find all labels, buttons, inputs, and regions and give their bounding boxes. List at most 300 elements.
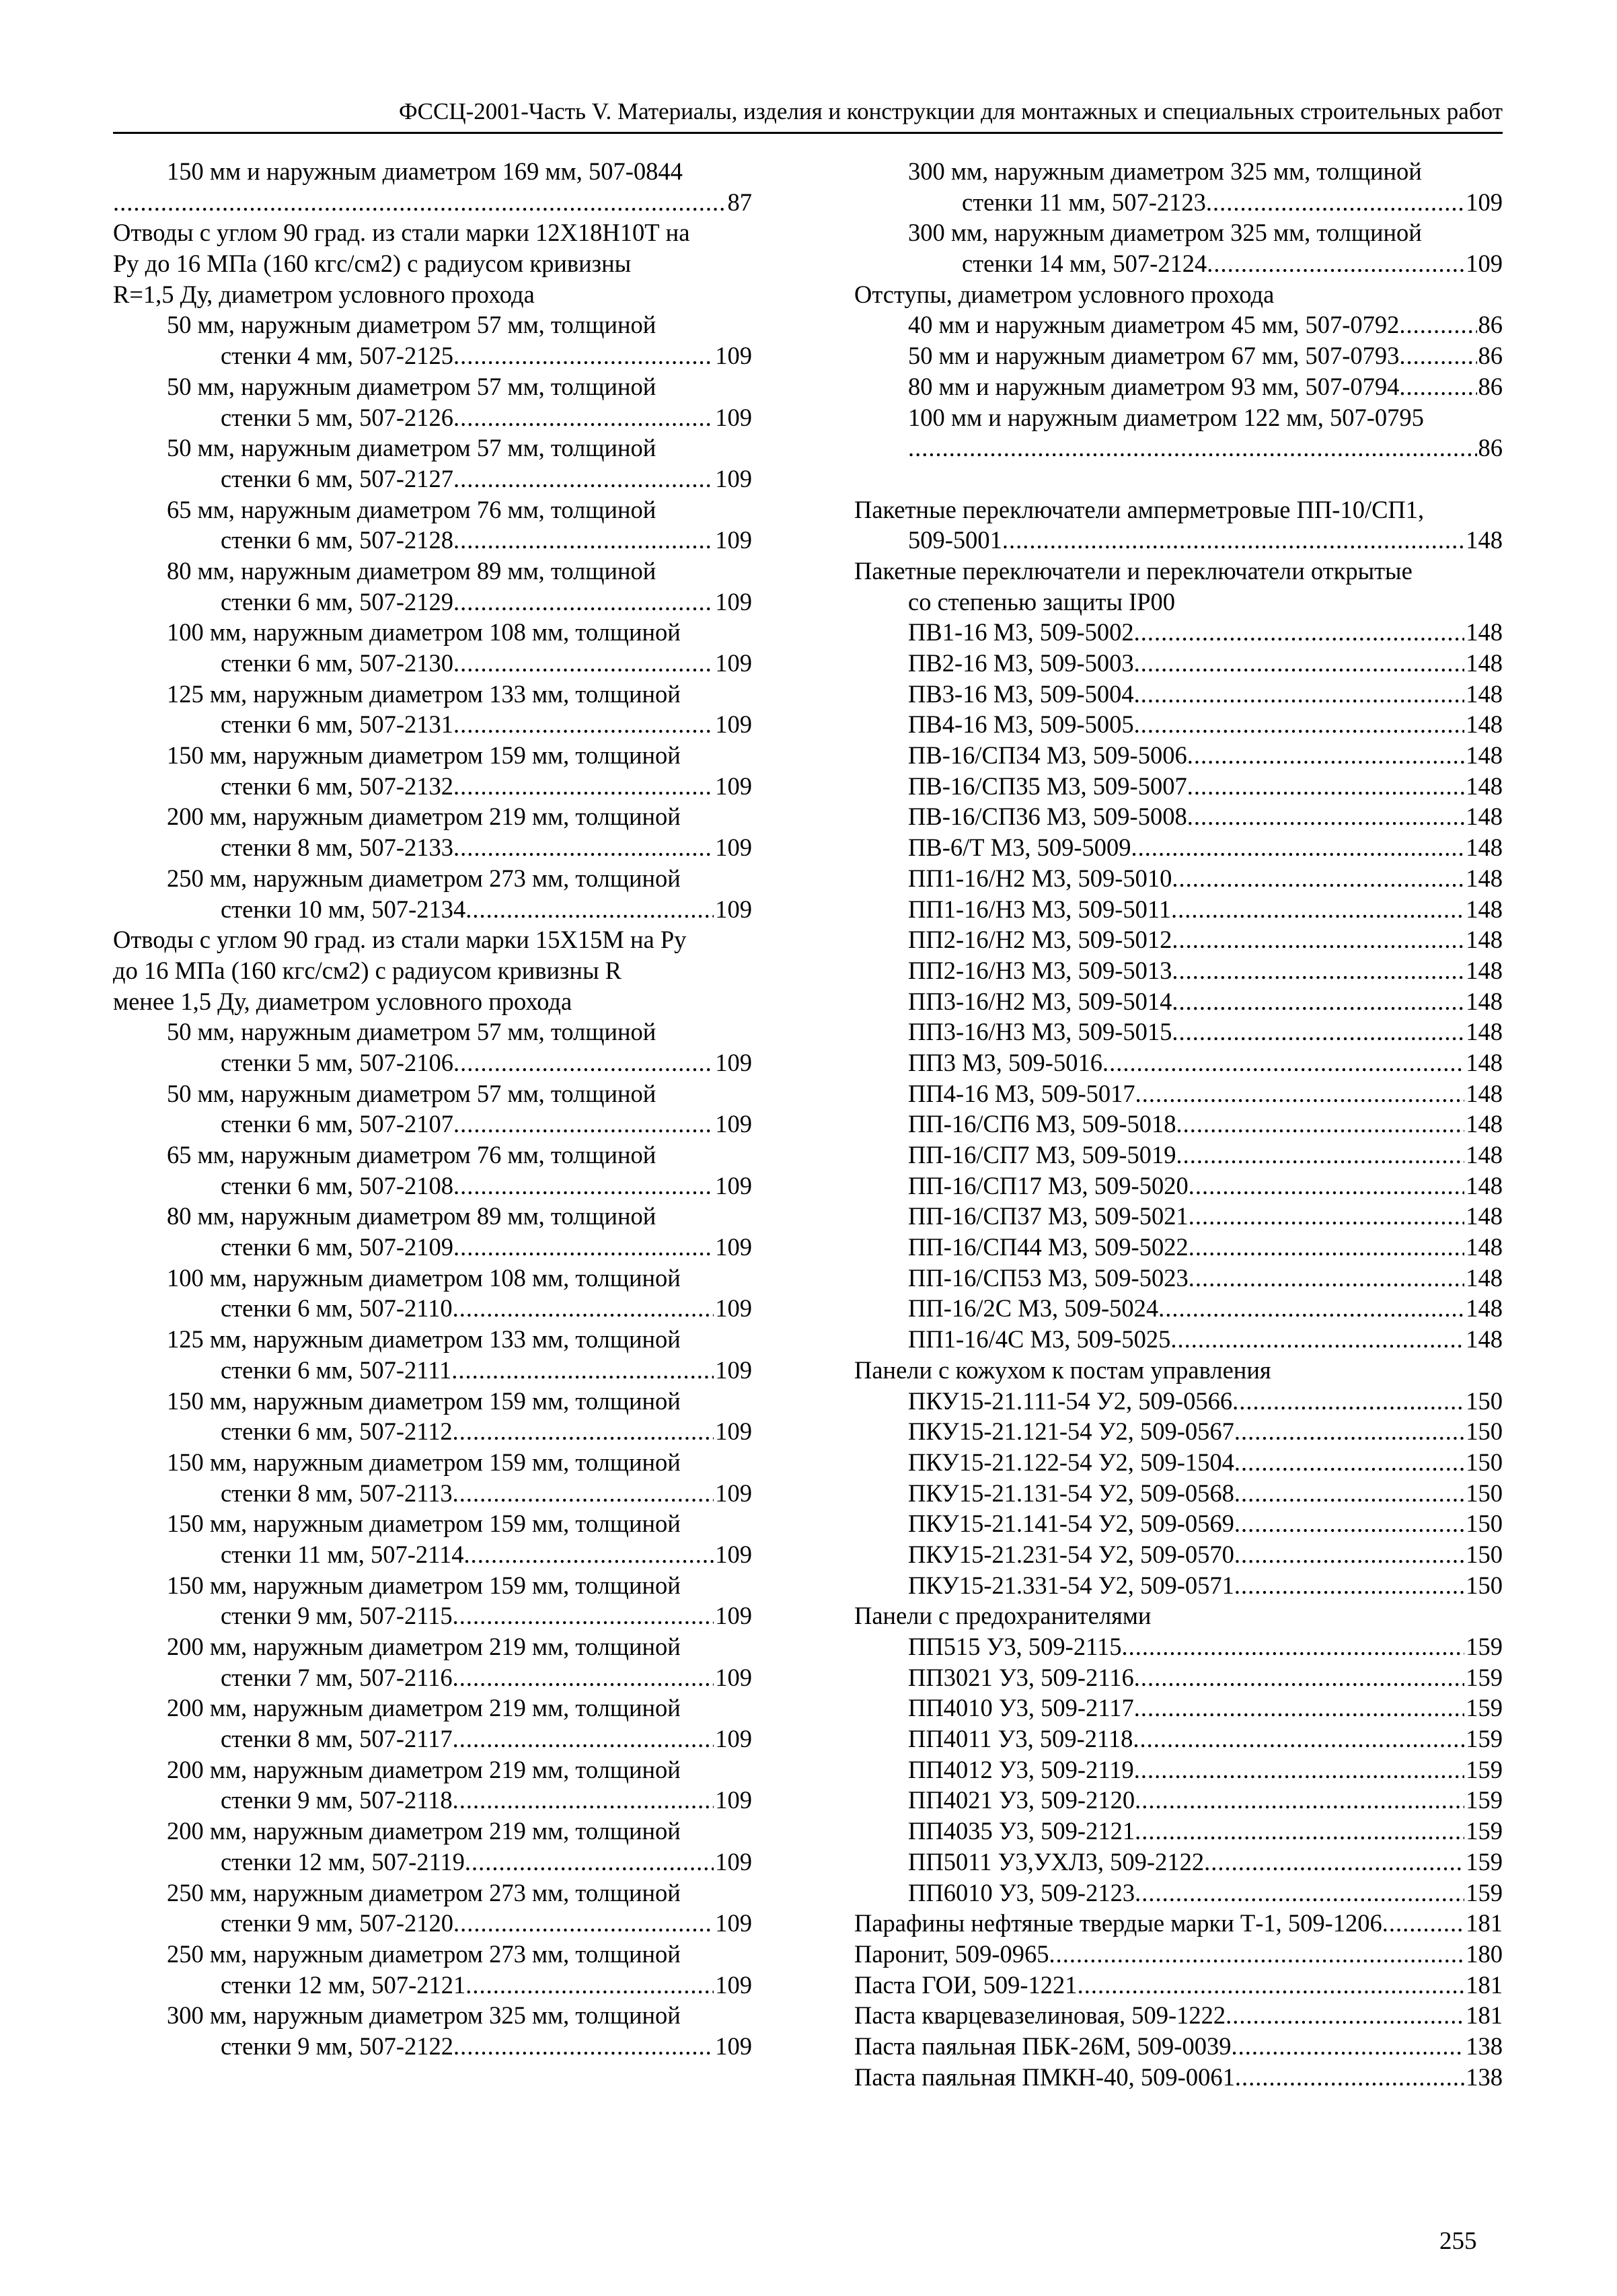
index-entry — [113, 771, 752, 802]
dot-leader — [1226, 2000, 1464, 2031]
index-entry — [113, 1570, 752, 1601]
entry-text: ПКУ15-21.231-54 У2, 509-0570 — [908, 1540, 1234, 1568]
entry-text: ПП1-16/Н3 М3, 509-5011 — [908, 895, 1172, 923]
entry-text: Отводы с углом 90 град. из стали марки 12Х18Н10Т на — [113, 219, 690, 247]
index-entry — [854, 648, 1503, 679]
index-entry — [854, 709, 1503, 740]
index-entry — [113, 1600, 752, 1631]
entry-text: 200 мм, наружным диаметром 219 мм, толщиной — [167, 1755, 681, 1783]
index-entry — [113, 1785, 752, 1816]
entry-text: ПП4-16 М3, 509-5017 — [908, 1079, 1135, 1107]
index-entry — [854, 556, 1503, 587]
entry-page-number: 109 — [715, 526, 752, 554]
entry-text: ПКУ15-21.131-54 У2, 509-0568 — [908, 1479, 1234, 1507]
entry-text: Ру до 16 МПа (160 кгс/см2) с радиусом кривизны — [113, 250, 632, 278]
entry-page-number: 109 — [715, 1909, 752, 1937]
dot-leader — [1135, 1078, 1465, 1109]
dot-leader — [1078, 1970, 1465, 2001]
dot-leader — [453, 402, 714, 433]
index-entry — [113, 309, 752, 340]
entry-text: 250 мм, наружным диаметром 273 мм, толщиной — [167, 1878, 681, 1906]
entry-text: ПП4035 У3, 509-2121 — [908, 1817, 1135, 1845]
index-entry — [854, 156, 1503, 187]
index-entry — [113, 1263, 752, 1294]
entry-page-number: 109 — [715, 403, 752, 431]
index-entry — [113, 1631, 752, 1662]
entry-text: 50 мм и наружным диаметром 67 мм, 507-0793 — [908, 342, 1400, 370]
index-entry — [113, 1386, 752, 1417]
dot-leader — [1158, 1293, 1464, 1324]
index-entry — [113, 1416, 752, 1447]
entry-text: стенки 6 мм, 507-2132 — [221, 772, 454, 800]
entry-page-number: 109 — [715, 342, 752, 370]
index-entry — [113, 1878, 752, 1909]
entry-text: стенки 6 мм, 507-2131 — [221, 710, 454, 739]
entry-page-number: 109 — [715, 1602, 752, 1630]
dot-leader — [1234, 1416, 1464, 1447]
index-entry — [113, 1478, 752, 1509]
index-entry — [854, 309, 1503, 340]
index-entry — [113, 955, 752, 986]
dot-leader — [1206, 187, 1464, 218]
entry-page-number: 148 — [1466, 679, 1503, 708]
entry-page-number: 148 — [1466, 895, 1503, 923]
dot-leader — [1134, 679, 1465, 710]
dot-leader — [1134, 617, 1465, 648]
index-entry — [113, 2000, 752, 2031]
dot-leader — [1189, 1201, 1465, 1232]
entry-page-number: 150 — [1466, 1417, 1503, 1446]
index-entry — [854, 248, 1503, 279]
index-entry — [854, 217, 1503, 248]
header-rule — [113, 132, 1503, 134]
dot-leader — [1134, 1662, 1465, 1693]
entry-text: ПП4010 У3, 509-2117 — [908, 1694, 1134, 1722]
index-entry — [113, 1847, 752, 1878]
entry-text: 150 мм, наружным диаметром 159 мм, толщиной — [167, 1448, 681, 1476]
entry-text: Пакетные переключатели и переключатели открытые — [854, 556, 1413, 585]
index-entry — [113, 2031, 752, 2062]
entry-page-number: 148 — [1466, 649, 1503, 677]
entry-page-number: 138 — [1466, 2032, 1503, 2060]
entry-text: 150 мм, наружным диаметром 159 мм, толщиной — [167, 741, 681, 770]
index-entry — [113, 587, 752, 618]
dot-leader — [1207, 248, 1464, 279]
entry-text: 150 мм, наружным диаметром 159 мм, толщиной — [167, 1386, 681, 1415]
index-entry — [854, 1171, 1503, 1201]
entry-page-number: 109 — [715, 1048, 752, 1076]
index-entry — [854, 371, 1503, 402]
dot-leader — [1189, 1263, 1465, 1294]
index-entry — [113, 863, 752, 894]
entry-page-number: 150 — [1466, 1571, 1503, 1599]
index-entry — [854, 986, 1503, 1017]
index-entry — [854, 1293, 1503, 1324]
entry-page-number: 150 — [1466, 1479, 1503, 1507]
dot-leader — [1382, 1908, 1465, 1939]
entry-text: Паста паяльная ПБК-26М, 509-0039 — [854, 2032, 1232, 2060]
index-entry — [113, 1016, 752, 1047]
entry-text: ПП-16/СП7 М3, 509-5019 — [908, 1141, 1176, 1169]
entry-text: 250 мм, наружным диаметром 273 мм, толщиной — [167, 1939, 681, 1968]
entry-text: 300 мм, наружным диаметром 325 мм, толщиной — [908, 219, 1422, 247]
index-entry — [113, 617, 752, 648]
entry-text: стенки 5 мм, 507-2106 — [221, 1048, 454, 1076]
entry-text: ПКУ15-21.141-54 У2, 509-0569 — [908, 1510, 1234, 1538]
entry-text: 125 мм, наружным диаметром 133 мм, толщиной — [167, 1325, 681, 1354]
entry-page-number: 148 — [1466, 710, 1503, 739]
entry-page-number: 148 — [1466, 1325, 1503, 1354]
index-entry — [854, 1939, 1503, 1970]
dot-leader — [453, 648, 714, 679]
dot-leader — [453, 1600, 714, 1631]
entry-page-number: 181 — [1466, 1970, 1503, 1999]
entry-text: Панели с кожухом к постам управления — [854, 1356, 1271, 1384]
entry-text: ПВ1-16 М3, 509-5002 — [908, 618, 1134, 646]
entry-text: ПП4012 У3, 509-2119 — [908, 1755, 1134, 1783]
dot-leader — [1172, 955, 1464, 986]
entry-text: 300 мм, наружным диаметром 325 мм, толщиной — [908, 157, 1422, 185]
dot-leader — [1204, 1847, 1464, 1878]
dot-leader — [1002, 525, 1464, 556]
entry-text: стенки 6 мм, 507-2127 — [221, 464, 454, 492]
index-entry — [113, 1140, 752, 1171]
entry-text: ПКУ15-21.331-54 У2, 509-0571 — [908, 1571, 1234, 1599]
index-entry — [854, 863, 1503, 894]
index-entry — [854, 1816, 1503, 1847]
index-entry — [113, 279, 752, 310]
index-entry — [113, 709, 752, 740]
entry-page-number: 109 — [715, 2032, 752, 2060]
dot-leader — [1176, 1109, 1464, 1140]
entry-text: 80 мм, наружным диаметром 89 мм, толщиной — [167, 556, 656, 585]
entry-page-number: 148 — [1466, 926, 1503, 954]
dot-leader — [464, 1539, 714, 1570]
entry-page-number: 109 — [715, 1663, 752, 1691]
index-entry — [113, 340, 752, 371]
entry-page-number: 109 — [715, 1847, 752, 1876]
index-entry — [113, 248, 752, 279]
entry-page-number: 159 — [1466, 1755, 1503, 1783]
index-entry — [113, 1232, 752, 1263]
entry-page-number: 148 — [1466, 987, 1503, 1015]
dot-leader — [453, 1908, 714, 1939]
entry-page-number: 148 — [1466, 1079, 1503, 1107]
index-entry — [854, 1600, 1503, 1631]
entry-page-number: 148 — [1466, 741, 1503, 770]
dot-leader — [453, 1724, 714, 1754]
index-entry — [113, 740, 752, 771]
dot-leader — [465, 894, 714, 925]
index-entry — [854, 494, 1503, 525]
dot-leader — [453, 340, 714, 371]
entry-text: 100 мм, наружным диаметром 108 мм, толщиной — [167, 1263, 681, 1292]
entry-text: стенки 9 мм, 507-2115 — [221, 1602, 453, 1630]
dot-leader — [1172, 986, 1464, 1017]
entry-page-number: 148 — [1466, 1233, 1503, 1261]
entry-text: стенки 9 мм, 507-2120 — [221, 1909, 454, 1937]
dot-leader — [1172, 924, 1464, 955]
entry-text: Панели с предохранителями — [854, 1602, 1152, 1630]
index-entry — [113, 924, 752, 955]
index-entry — [113, 464, 752, 494]
index-entry — [854, 1447, 1503, 1478]
entry-text: ПВ-16/СП36 М3, 509-5008 — [908, 803, 1187, 831]
entry-page-number: 109 — [715, 464, 752, 492]
entry-text: стенки 8 мм, 507-2113 — [221, 1479, 453, 1507]
index-entry — [854, 587, 1503, 618]
entry-text: ПП3 М3, 509-5016 — [908, 1048, 1102, 1076]
index-entry — [854, 1201, 1503, 1232]
entry-text: ПП2-16/Н3 М3, 509-5013 — [908, 956, 1172, 984]
index-entry — [854, 340, 1503, 371]
entry-text: 300 мм, наружным диаметром 325 мм, толщиной — [167, 2001, 681, 2030]
dot-leader — [1399, 309, 1476, 340]
entry-text: 200 мм, наружным диаметром 219 мм, толщиной — [167, 1694, 681, 1722]
entry-page-number: 138 — [1466, 2063, 1503, 2091]
entry-text: 200 мм, наружным диаметром 219 мм, толщиной — [167, 1633, 681, 1660]
index-entry — [854, 402, 1503, 433]
entry-text: ПП5011 У3,УХЛ3, 509-2122 — [908, 1847, 1205, 1876]
entry-text: ПВ-16/СП35 М3, 509-5007 — [908, 772, 1187, 800]
entry-page-number: 109 — [715, 895, 752, 923]
index-entry — [854, 1016, 1503, 1047]
dot-leader — [453, 2031, 714, 2062]
entry-page-number: 150 — [1466, 1510, 1503, 1538]
entry-page-number: 109 — [715, 587, 752, 616]
entry-text: ПП6010 У3, 509-2123 — [908, 1878, 1135, 1906]
running-header: ФССЦ-2001-Часть V. Материалы, изделия и конструкции для монтажных и специальных строительных работ — [398, 98, 1503, 124]
index-entry — [854, 1324, 1503, 1355]
index-entry — [854, 955, 1503, 986]
entry-text: ПП4011 У3, 509-2118 — [908, 1725, 1133, 1753]
entry-text: стенки 6 мм, 507-2110 — [221, 1294, 453, 1323]
entry-page-number: 87 — [727, 188, 752, 216]
entry-text: Паста ГОИ, 509-1221 — [854, 1970, 1078, 1999]
entry-text: 150 мм, наружным диаметром 159 мм, толщиной — [167, 1510, 681, 1538]
entry-text: Паста паяльная ПМКН-40, 509-0061 — [854, 2063, 1235, 2091]
dot-leader — [1134, 1693, 1465, 1724]
entry-text: ПП3021 У3, 509-2116 — [908, 1663, 1134, 1691]
dot-leader — [1135, 1816, 1464, 1847]
entry-page-number: 109 — [715, 1786, 752, 1814]
entry-text: ПП-16/СП6 М3, 509-5018 — [908, 1110, 1176, 1138]
entry-text: стенки 12 мм, 507-2121 — [221, 1970, 466, 1999]
dot-leader — [1187, 801, 1465, 832]
entry-text: стенки 5 мм, 507-2126 — [221, 403, 454, 431]
dot-leader — [1234, 1570, 1464, 1601]
entry-text: 80 мм, наружным диаметром 89 мм, толщиной — [167, 1202, 656, 1230]
dot-leader — [453, 771, 714, 802]
index-entry — [113, 525, 752, 556]
index-entry — [854, 1785, 1503, 1816]
entry-text: стенки 6 мм, 507-2129 — [221, 587, 454, 616]
dot-leader — [1049, 1939, 1465, 1970]
index-entry — [854, 1478, 1503, 1509]
dot-leader — [1135, 1785, 1464, 1816]
dot-leader — [465, 1970, 714, 2001]
entry-text: 200 мм, наружным диаметром 219 мм, толщиной — [167, 803, 681, 831]
entry-text: 50 мм, наружным диаметром 57 мм, толщиной — [167, 1079, 656, 1107]
dot-leader — [1235, 2062, 1464, 2093]
entry-text: Паста кварцевазелиновая, 509-1222 — [854, 2001, 1226, 2030]
entry-page-number: 148 — [1466, 1202, 1503, 1230]
index-entry — [113, 1816, 752, 1847]
dot-leader — [1234, 1508, 1464, 1539]
entry-text: Отступы, диаметром условного прохода — [854, 280, 1275, 308]
entry-text: до 16 МПа (160 кгс/см2) с радиусом кривизны R — [113, 956, 622, 984]
index-entry — [854, 1693, 1503, 1724]
entry-page-number: 150 — [1466, 1386, 1503, 1415]
entry-text: ПП3-16/Н2 М3, 509-5014 — [908, 987, 1172, 1015]
index-entry — [854, 1631, 1503, 1662]
entry-page-number: 148 — [1466, 834, 1503, 862]
entry-page-number: 159 — [1466, 1633, 1503, 1660]
index-entry — [113, 433, 752, 464]
index-entry — [854, 801, 1503, 832]
index-entry — [113, 371, 752, 402]
entry-page-number: 148 — [1466, 864, 1503, 892]
entry-page-number: 148 — [1466, 1018, 1503, 1046]
dot-leader — [1134, 709, 1465, 740]
index-entry — [113, 1970, 752, 2001]
entry-text: ПП1-16/4С М3, 509-5025 — [908, 1325, 1171, 1354]
entry-text: 50 мм, наружным диаметром 57 мм, толщиной — [167, 434, 656, 462]
index-spacer — [854, 464, 1503, 494]
dot-leader — [1232, 1386, 1464, 1417]
dot-leader — [908, 433, 1477, 464]
dot-leader — [1122, 1631, 1465, 1662]
entry-text: стенки 6 мм, 507-2111 — [221, 1356, 452, 1384]
index-entry — [854, 187, 1503, 218]
entry-text: Парафины нефтяные твердые марки Т-1, 509-1206 — [854, 1909, 1382, 1937]
entry-text: стенки 9 мм, 507-2122 — [221, 2032, 454, 2060]
index-entry — [854, 2031, 1503, 2062]
index-entry — [113, 156, 752, 187]
entry-page-number: 148 — [1466, 1110, 1503, 1138]
entry-page-number: 159 — [1466, 1847, 1503, 1876]
index-entry — [113, 217, 752, 248]
entry-text: ПВ4-16 М3, 509-5005 — [908, 710, 1134, 739]
entry-text: ПП515 У3, 509-2115 — [908, 1633, 1122, 1660]
entry-page-number: 159 — [1466, 1817, 1503, 1845]
index-entry — [113, 679, 752, 710]
index-entry — [113, 1939, 752, 1970]
index-entry — [854, 832, 1503, 863]
entry-text: стенки 6 мм, 507-2108 — [221, 1171, 454, 1199]
entry-page-number: 109 — [715, 1110, 752, 1138]
index-entry — [113, 986, 752, 1017]
entry-page-number: 159 — [1466, 1725, 1503, 1753]
entry-text: ПП-16/2С М3, 509-5024 — [908, 1294, 1159, 1323]
index-entry — [113, 1324, 752, 1355]
entry-page-number: 148 — [1466, 956, 1503, 984]
entry-text: ПВ2-16 М3, 509-5003 — [908, 649, 1134, 677]
index-entry — [854, 1878, 1503, 1909]
dot-leader — [1176, 1140, 1464, 1171]
entry-text: стенки 8 мм, 507-2117 — [221, 1725, 453, 1753]
entry-page-number: 159 — [1466, 1786, 1503, 1814]
dot-leader — [1187, 740, 1465, 771]
page-number: 255 — [1439, 2227, 1477, 2255]
entry-text: Паронит, 509-0965 — [854, 1939, 1049, 1968]
entry-page-number: 86 — [1478, 311, 1503, 339]
entry-text: 150 мм, наружным диаметром 159 мм, толщиной — [167, 1571, 681, 1599]
entry-page-number: 109 — [715, 1356, 752, 1384]
dot-leader — [453, 1478, 714, 1509]
index-entry — [854, 1109, 1503, 1140]
entry-text: 65 мм, наружным диаметром 76 мм, толщиной — [167, 495, 656, 523]
entry-page-number: 109 — [715, 834, 752, 862]
entry-text: стенки 11 мм, 507-2114 — [221, 1540, 464, 1568]
index-entry — [113, 402, 752, 433]
dot-leader — [1399, 340, 1476, 371]
entry-text: стенки 6 мм, 507-2109 — [221, 1233, 454, 1261]
entry-page-number: 109 — [715, 1540, 752, 1568]
dot-leader — [1171, 894, 1464, 925]
index-column-right — [854, 156, 1503, 2092]
index-entry — [113, 187, 752, 218]
entry-page-number: 86 — [1478, 372, 1503, 400]
entry-page-number: 148 — [1466, 1294, 1503, 1323]
index-entry — [854, 1047, 1503, 1078]
index-entry — [113, 832, 752, 863]
entry-text: 125 мм, наружным диаметром 133 мм, толщиной — [167, 679, 681, 708]
entry-text: 40 мм и наружным диаметром 45 мм, 507-0792 — [908, 311, 1400, 339]
entry-text: R=1,5 Ду, диаметром условного прохода — [113, 280, 535, 308]
index-entry — [854, 617, 1503, 648]
index-entry — [113, 648, 752, 679]
entry-text: 250 мм, наружным диаметром 273 мм, толщиной — [167, 864, 681, 892]
index-entry — [854, 2062, 1503, 2093]
entry-page-number: 148 — [1466, 1171, 1503, 1199]
index-entry — [113, 494, 752, 525]
dot-leader — [453, 525, 714, 556]
entry-page-number: 86 — [1478, 434, 1503, 462]
index-entry — [854, 1847, 1503, 1878]
dot-leader — [1189, 1232, 1465, 1263]
entry-page-number: 150 — [1466, 1540, 1503, 1568]
index-entry — [854, 1355, 1503, 1386]
entry-page-number: 109 — [715, 1479, 752, 1507]
entry-text: 65 мм, наружным диаметром 76 мм, толщиной — [167, 1141, 656, 1169]
index-entry — [113, 1047, 752, 1078]
entry-text: менее 1,5 Ду, диаметром условного прохода — [113, 987, 572, 1015]
entry-text: ПВ-16/СП34 М3, 509-5006 — [908, 741, 1187, 770]
entry-page-number: 109 — [715, 649, 752, 677]
index-entry — [854, 1662, 1503, 1693]
index-entry — [113, 1293, 752, 1324]
entry-page-number: 150 — [1466, 1448, 1503, 1476]
index-entry — [113, 556, 752, 587]
entry-text: 50 мм, наружным диаметром 57 мм, толщиной — [167, 372, 656, 400]
index-entry — [113, 1171, 752, 1201]
entry-page-number: 159 — [1466, 1878, 1503, 1906]
index-entry — [113, 1754, 752, 1785]
index-entry — [854, 1416, 1503, 1447]
index-entry — [854, 1232, 1503, 1263]
dot-leader — [1231, 2031, 1464, 2062]
entry-page-number: 109 — [1466, 188, 1503, 216]
entry-page-number: 109 — [715, 772, 752, 800]
entry-text: ПП-16/СП44 М3, 509-5022 — [908, 1233, 1189, 1261]
entry-page-number: 181 — [1466, 2001, 1503, 2030]
index-entry — [113, 1662, 752, 1693]
index-entry — [113, 1201, 752, 1232]
index-entry — [854, 1263, 1503, 1294]
entry-page-number: 159 — [1466, 1663, 1503, 1691]
dot-leader — [453, 1416, 714, 1447]
